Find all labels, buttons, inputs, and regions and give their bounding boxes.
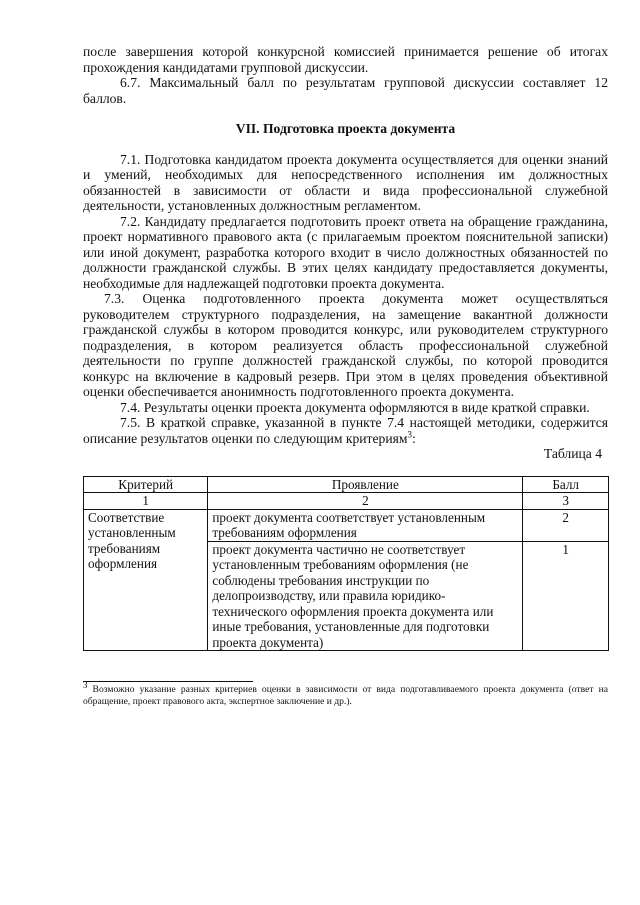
criterion-cell: Соответствие установленным требованиям оформления [84, 509, 208, 651]
footnote-number: 3 [83, 679, 88, 690]
document-page [83, 44, 608, 651]
score-cell: 1 [523, 541, 609, 651]
header-manifestation: Проявление [208, 476, 523, 493]
column-number-3: 3 [523, 493, 609, 510]
manifestation-cell: проект документа частично не соответствует установленным требованиям оформления (не соблюдены требования инструкции по делопроизводству, или правила юридико-технического оформления проекта документа или иные требования, установленные для подготовки проекта документа) [208, 541, 523, 651]
table-header-row [84, 476, 609, 493]
header-score: Балл [523, 476, 609, 493]
footnote-text: Возможно указание разных критериев оценки в зависимости от вида подготавливаемого проекта документа (ответ на обращение, проект правового акта, экспертное заключение и др.). [83, 684, 608, 707]
manifestation-cell: проект документа соответствует установленным требованиям оформления [208, 509, 523, 541]
column-number-2: 2 [208, 493, 523, 510]
paragraph-7-3: 7.3. Оценка подготовленного проекта документа может осуществляться руководителем структурного подразделения, на замещение вакантной должности гражданской службы в котором проводится конкурс, или руководителем структурного подразделения, в котором реализуется область профессиональной служебной деятельности по группе должностей гражданской службы, по которой проводится конкурс на включение в кадровый резерв. При этом в целях проведения объективной оценки обеспечивается анонимность подготовленного проекта документа. [83, 291, 608, 399]
table-caption: Таблица 4 [543, 446, 602, 461]
paragraph-7-5-text: 7.5. В краткой справке, указанной в пункте 7.4 настоящей методики, содержится описание результатов оценки по следующим критериям [83, 415, 608, 446]
header-criterion: Критерий [84, 476, 208, 493]
criteria-table [83, 476, 609, 652]
paragraph-7-2: 7.2. Кандидату предлагается подготовить проект ответа на обращение гражданина, проект нормативного правового акта (с прилагаемым проектом пояснительной записки) или иной документ, разработка которого входит в число должностных обязанностей по должности гражданской службы. В этих целях кандидату предоставляется документы, необходимые для надлежащей подготовки проекта документа. [83, 213, 608, 291]
paragraph-7-5 [83, 415, 608, 446]
footnote [83, 679, 608, 708]
section-title: VII. Подготовка проекта документа [235, 121, 456, 136]
footnote-divider [83, 681, 253, 682]
score-cell: 2 [523, 509, 609, 541]
footnote-ref: 3 [407, 428, 412, 439]
paragraph-6-7: 6.7. Максимальный балл по результатам групповой дискуссии составляет 12 баллов. [83, 75, 608, 106]
continuation-paragraph: после завершения которой конкурсной комиссией принимается решение об итогах прохождения кандидатами групповой дискуссии. [83, 44, 608, 75]
table-row [84, 509, 609, 541]
paragraph-7-1: 7.1. Подготовка кандидатом проекта документа осуществляется для оценки знаний и умений, необходимых для непосредственного исполнения им должностных обязанностей в зависимости от области и вида профессиональной служебной деятельности, установленных должностным регламентом. [83, 151, 608, 213]
column-number-1: 1 [84, 493, 208, 510]
paragraph-7-4: 7.4. Результаты оценки проекта документа оформляются в виде краткой справки. [120, 399, 590, 415]
paragraph-7-5-end: : [411, 430, 416, 446]
table-number-row [84, 493, 609, 510]
